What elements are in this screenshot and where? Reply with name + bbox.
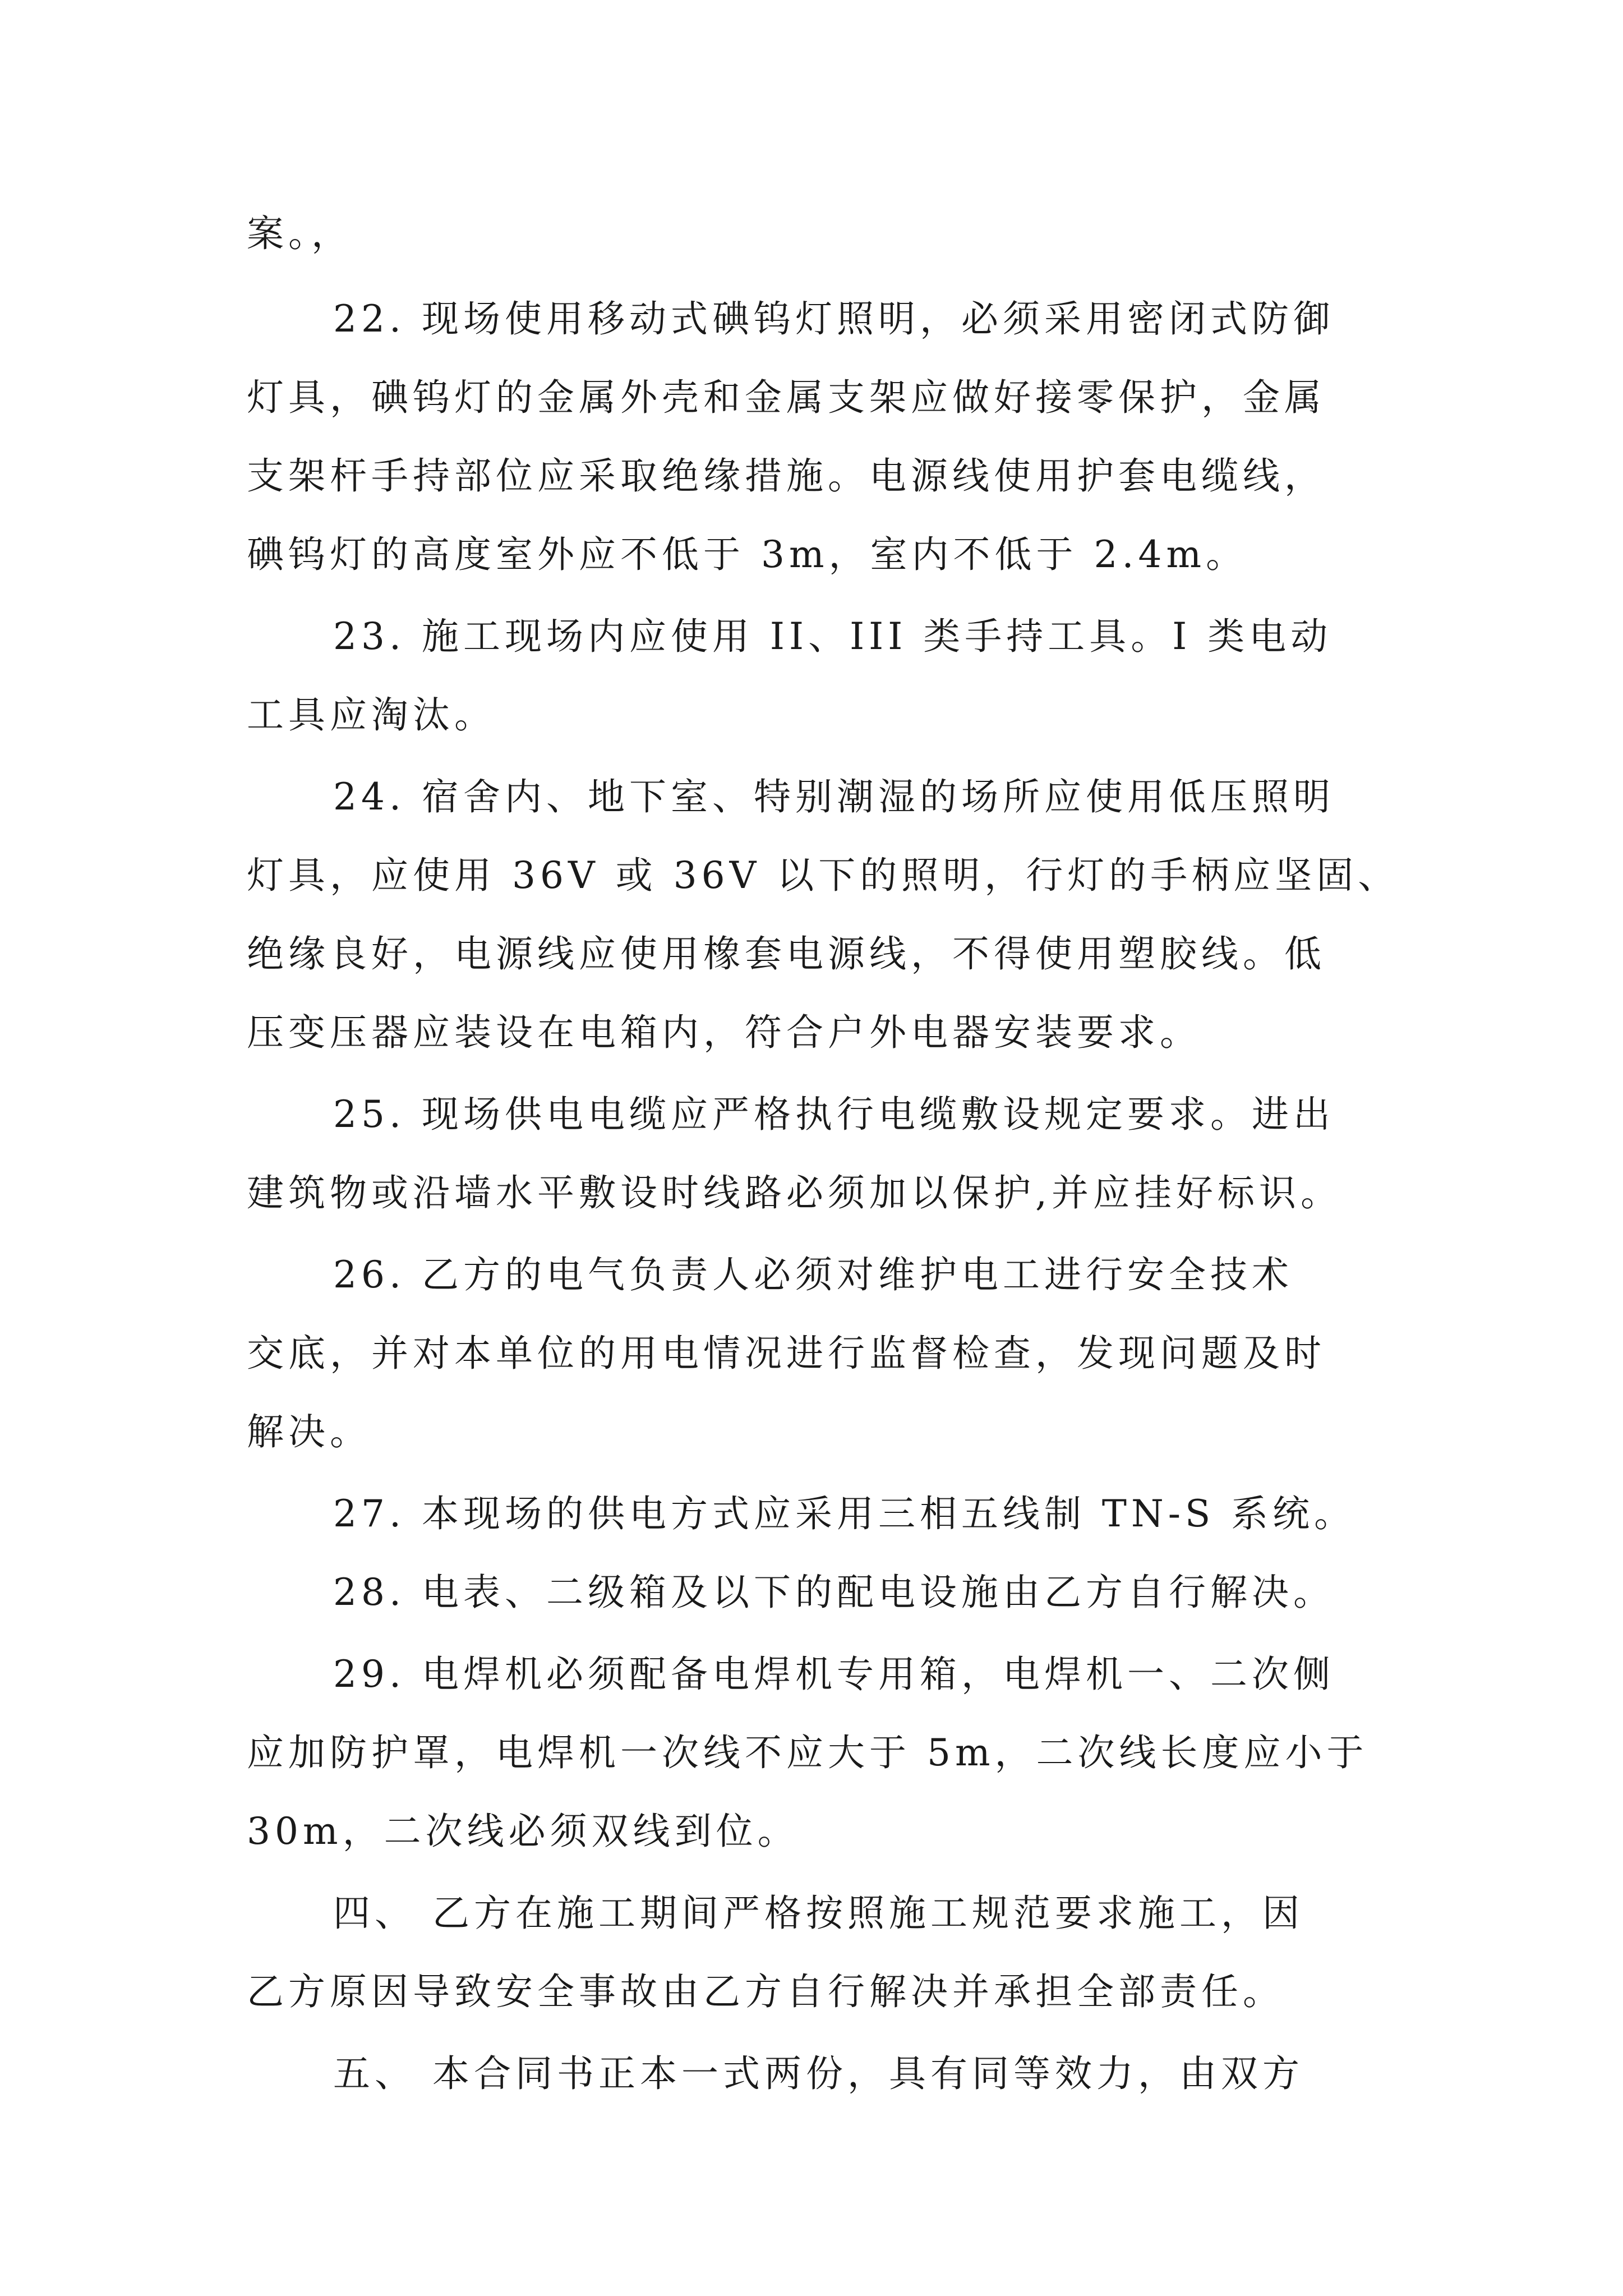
item-24-line-4: 压变压器应装设在电箱内，符合户外电器安装要求。	[247, 1011, 1201, 1054]
item-22-line-2: 灯具，碘钨灯的金属外壳和金属支架应做好接零保护，金属	[247, 376, 1326, 419]
item-23-line-1: 23. 施工现场内应使用 II、III 类手持工具。I 类电动	[333, 615, 1332, 658]
item-24-line-3: 绝缘良好，电源线应使用橡套电源线，不得使用塑胶线。低	[247, 932, 1326, 976]
item-26-line-2: 交底，并对本单位的用电情况进行监督检查，发现问题及时	[247, 1332, 1326, 1375]
item-29-line-3: 30m，二次线必须双线到位。	[247, 1810, 799, 1853]
section-4-line-1: 四、 乙方在施工期间严格按照施工规范要求施工，因	[333, 1892, 1304, 1935]
item-28-line-1: 28. 电表、二级箱及以下的配电设施由乙方自行解决。	[333, 1571, 1335, 1614]
item-23-line-2: 工具应淘汰。	[247, 693, 496, 737]
item-29-line-2: 应加防护罩，电焊机一次线不应大于 5m，二次线长度应小于	[247, 1731, 1368, 1774]
item-24-line-1: 24. 宿舍内、地下室、特别潮湿的场所应使用低压照明	[333, 775, 1335, 818]
text-line-1: 案。，	[247, 212, 353, 255]
item-22-line-3: 支架杆手持部位应采取绝缘措施。电源线使用护套电缆线，	[247, 454, 1326, 498]
item-26-line-3: 解决。	[247, 1410, 371, 1453]
section-4-line-2: 乙方原因导致安全事故由乙方自行解决并承担全部责任。	[247, 1970, 1284, 2013]
item-29-line-1: 29. 电焊机必须配备电焊机专用箱，电焊机一、二次侧	[333, 1653, 1335, 1696]
item-27-line-1: 27. 本现场的供电方式应采用三相五线制 TN-S 系统。	[333, 1492, 1356, 1535]
item-22-line-1: 22. 现场使用移动式碘钨灯照明，必须采用密闭式防御	[333, 297, 1335, 341]
section-5-line-1: 五、 本合同书正本一式两份，具有同等效力，由双方	[333, 2052, 1304, 2095]
item-25-line-2: 建筑物或沿墙水平敷设时线路必须加以保护,并应挂好标识。	[247, 1171, 1342, 1214]
item-22-line-4: 碘钨灯的高度室外应不低于 3m，室内不低于 2.4m。	[247, 533, 1248, 576]
item-24-line-2: 灯具，应使用 36V 或 36V 以下的照明，行灯的手柄应坚固、	[247, 854, 1400, 897]
item-25-line-1: 25. 现场供电电缆应严格执行电缆敷设规定要求。进出	[333, 1093, 1335, 1136]
item-26-line-1: 26. 乙方的电气负责人必须对维护电工进行安全技术	[333, 1253, 1293, 1296]
